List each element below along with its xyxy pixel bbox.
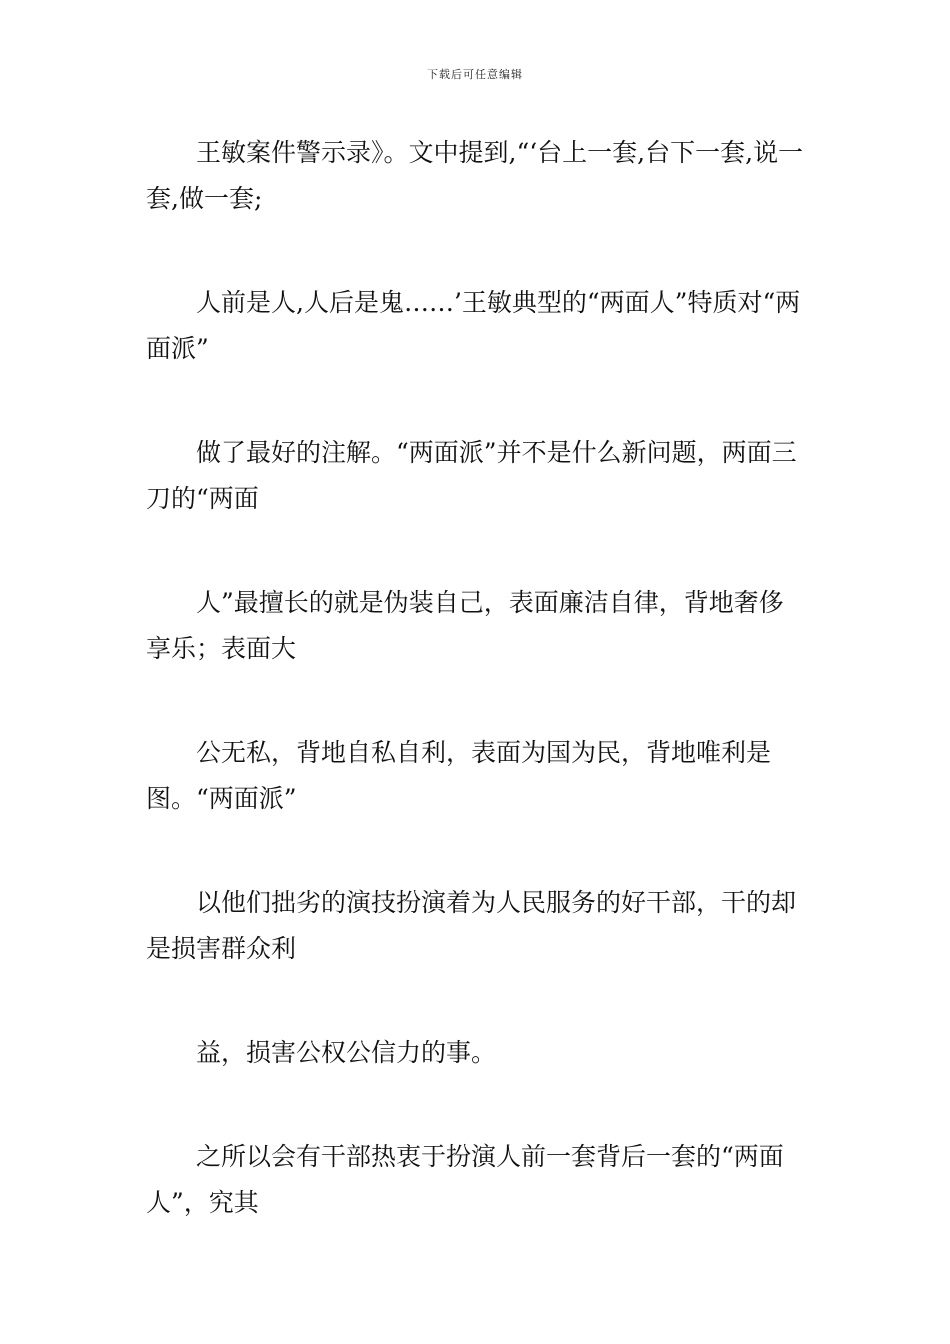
paragraph-1: 王敏案件警示录》。文中提到,“‘台上一套,台下一套,说一套,做一套;: [146, 138, 804, 213]
page-header: 下载后可任意编辑: [427, 68, 523, 81]
paragraph-6: 以他们拙劣的演技扮演着为人民服务的好干部，干的却是损害群众利: [146, 888, 797, 963]
paragraph-8: 之所以会有干部热衷于扮演人前一套背后一套的“两面人”，究其: [146, 1142, 784, 1217]
document-body: [146, 130, 806, 1284]
paragraph-5: 公无私，背地自私自利，表面为国为民，背地唯利是图。“两面派”: [146, 738, 772, 813]
paragraph-2: 人前是人,人后是鬼……’王敏典型的“两面人”特质对“两面派”: [146, 288, 801, 363]
paragraph-7: 益，损害公权公信力的事。: [196, 1038, 497, 1067]
paragraph-3: 做了最好的注解。“两面派”并不是什么新问题，两面三刀的“两面: [146, 438, 797, 513]
paragraph-4: 人”最擅长的就是伪装自己，表面廉洁自律，背地奢侈享乐；表面大: [146, 588, 784, 663]
